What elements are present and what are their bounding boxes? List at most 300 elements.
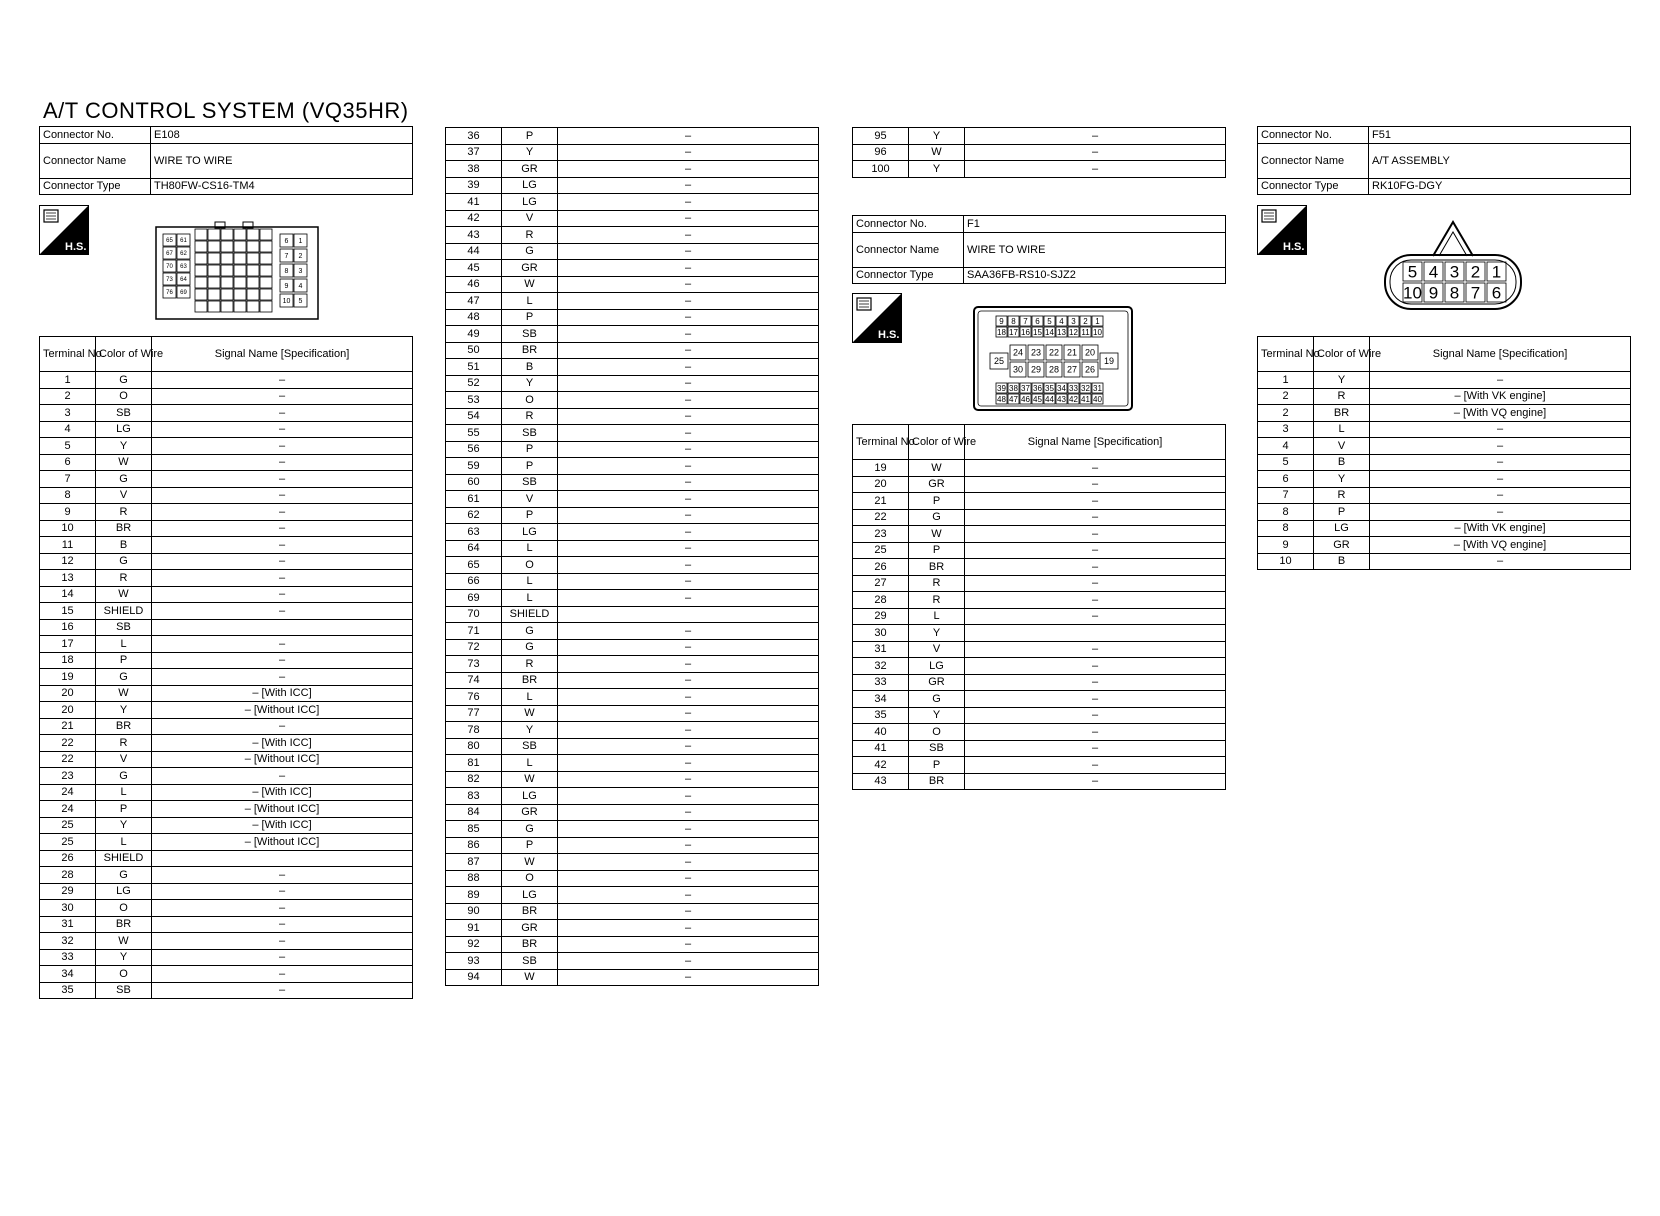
wire-color-cell: V bbox=[502, 491, 558, 508]
terminal-no-cell: 62 bbox=[446, 507, 502, 524]
signal-name-cell: – bbox=[558, 953, 819, 970]
cavity-number: 5 bbox=[1047, 316, 1052, 326]
wire-color-cell: O bbox=[96, 388, 152, 405]
signal-name-cell: – bbox=[965, 773, 1226, 790]
wire-color-cell: V bbox=[96, 487, 152, 504]
wire-color-cell: L bbox=[96, 834, 152, 851]
signal-name-cell: – bbox=[558, 359, 819, 376]
terminal-no-cell: 92 bbox=[446, 936, 502, 953]
table-row bbox=[446, 227, 819, 244]
table-row bbox=[853, 509, 1226, 526]
table-row bbox=[853, 161, 1226, 178]
table-row bbox=[446, 590, 819, 607]
wire-color-cell: LG bbox=[96, 421, 152, 438]
table-row bbox=[40, 850, 413, 867]
connector-cavity bbox=[260, 229, 272, 240]
wire-color-cell: G bbox=[909, 691, 965, 708]
color-of-wire-header: Color of Wire bbox=[96, 337, 152, 372]
signal-name-cell: – [With VK engine] bbox=[1370, 388, 1631, 405]
f51-connector-face-diagram bbox=[1381, 220, 1525, 312]
connector-cavity bbox=[247, 229, 259, 240]
connector-cavity bbox=[234, 301, 246, 312]
signal-name-cell: – bbox=[965, 161, 1226, 178]
table-row bbox=[446, 788, 819, 805]
table-row bbox=[1258, 454, 1631, 471]
terminal-no-cell: 35 bbox=[853, 707, 909, 724]
connector-cavity bbox=[260, 265, 272, 276]
cavity-number: 46 bbox=[1021, 394, 1030, 404]
terminal-no-header: Terminal No. bbox=[853, 425, 909, 460]
table-row bbox=[446, 408, 819, 425]
table-row bbox=[40, 669, 413, 686]
signal-name-cell: – bbox=[558, 804, 819, 821]
signal-name-cell: – bbox=[558, 821, 819, 838]
table-row bbox=[40, 537, 413, 554]
terminal-no-cell: 65 bbox=[446, 557, 502, 574]
table-row bbox=[1258, 471, 1631, 488]
connector-cavity bbox=[195, 229, 207, 240]
signal-name-cell: – [Without ICC] bbox=[152, 702, 413, 719]
terminal-no-cell: 23 bbox=[40, 768, 96, 785]
signal-name-cell: – [With VQ engine] bbox=[1370, 405, 1631, 422]
terminal-no-cell: 64 bbox=[446, 540, 502, 557]
signal-name-cell: – bbox=[965, 476, 1226, 493]
table-row bbox=[446, 293, 819, 310]
wire-color-cell: L bbox=[502, 755, 558, 772]
terminal-no-cell: 43 bbox=[853, 773, 909, 790]
cavity-number: 9 bbox=[1428, 283, 1439, 303]
table-row bbox=[40, 702, 413, 719]
cavity-number: 37 bbox=[1021, 383, 1030, 393]
wire-color-cell: O bbox=[909, 724, 965, 741]
table-row bbox=[446, 309, 819, 326]
terminal-no-cell: 4 bbox=[40, 421, 96, 438]
signal-name-cell: – bbox=[152, 537, 413, 554]
terminal-no-cell: 91 bbox=[446, 920, 502, 937]
wire-color-cell: O bbox=[96, 900, 152, 917]
table-row bbox=[853, 707, 1226, 724]
wire-color-cell: G bbox=[96, 553, 152, 570]
signal-name-cell: – bbox=[558, 474, 819, 491]
terminal-no-cell: 1 bbox=[40, 372, 96, 389]
wire-color-cell: SHIELD bbox=[96, 850, 152, 867]
wire-color-cell: LG bbox=[96, 883, 152, 900]
table-row bbox=[853, 773, 1226, 790]
signal-name-cell: – bbox=[558, 227, 819, 244]
wire-color-cell: W bbox=[909, 526, 965, 543]
signal-name-cell: – bbox=[152, 405, 413, 422]
connector-cavity bbox=[208, 289, 220, 300]
table-row bbox=[40, 718, 413, 735]
table-row bbox=[40, 768, 413, 785]
table-row bbox=[1258, 438, 1631, 455]
terminal-no-cell: 18 bbox=[40, 652, 96, 669]
wire-color-cell: G bbox=[502, 639, 558, 656]
cavity-number: 22 bbox=[1048, 347, 1060, 358]
cavity-number: 28 bbox=[1048, 364, 1060, 375]
table-row bbox=[446, 953, 819, 970]
table-row bbox=[1258, 487, 1631, 504]
wire-color-cell: Y bbox=[909, 161, 965, 178]
cavity-number: 10 bbox=[1403, 283, 1422, 303]
cavity-number: 21 bbox=[1066, 347, 1078, 358]
signal-name-cell: – bbox=[558, 128, 819, 145]
wire-color-cell: Y bbox=[1314, 471, 1370, 488]
terminal-no-cell: 25 bbox=[853, 542, 909, 559]
terminal-no-header: Terminal No. bbox=[1258, 337, 1314, 372]
connector-cavity bbox=[234, 229, 246, 240]
signal-name-cell: – bbox=[558, 672, 819, 689]
terminal-no-cell: 35 bbox=[40, 982, 96, 999]
terminal-no-cell: 15 bbox=[40, 603, 96, 620]
cavity-number: 19 bbox=[1103, 356, 1115, 367]
wire-color-cell: G bbox=[502, 623, 558, 640]
cavity-number: 5 bbox=[298, 298, 303, 306]
signal-name-cell: – bbox=[965, 691, 1226, 708]
wire-color-cell: R bbox=[1314, 487, 1370, 504]
signal-name-cell: – bbox=[152, 487, 413, 504]
signal-name-header: Signal Name [Specification] bbox=[1370, 337, 1631, 372]
table-row bbox=[40, 372, 413, 389]
terminal-no-cell: 9 bbox=[1258, 537, 1314, 554]
wire-color-cell: P bbox=[502, 441, 558, 458]
terminal-no-cell: 29 bbox=[853, 608, 909, 625]
signal-name-cell: – bbox=[558, 375, 819, 392]
table-row bbox=[446, 606, 819, 623]
wire-color-cell: L bbox=[502, 540, 558, 557]
table-row bbox=[40, 619, 413, 636]
wire-color-cell: V bbox=[502, 210, 558, 227]
wire-color-cell: L bbox=[502, 293, 558, 310]
terminal-no-cell: 8 bbox=[1258, 520, 1314, 537]
terminal-no-cell: 42 bbox=[446, 210, 502, 227]
wire-color-cell: G bbox=[96, 867, 152, 884]
signal-name-cell: – bbox=[558, 623, 819, 640]
terminal-no-cell: 34 bbox=[853, 691, 909, 708]
table-row bbox=[853, 658, 1226, 675]
terminal-no-cell: 2 bbox=[40, 388, 96, 405]
table-row bbox=[853, 740, 1226, 757]
connector-no-value: E108 bbox=[151, 127, 413, 144]
table-row bbox=[853, 724, 1226, 741]
terminal-no-cell: 22 bbox=[853, 509, 909, 526]
terminal-no-cell: 32 bbox=[40, 933, 96, 950]
signal-name-cell: – bbox=[558, 854, 819, 871]
signal-name-cell: – bbox=[558, 656, 819, 673]
signal-name-cell: – [With ICC] bbox=[152, 685, 413, 702]
harness-side-icon bbox=[1257, 205, 1307, 255]
table-row bbox=[446, 441, 819, 458]
wire-color-cell: G bbox=[96, 372, 152, 389]
signal-name-cell: – bbox=[965, 542, 1226, 559]
wire-color-cell: L bbox=[96, 784, 152, 801]
wire-color-cell: R bbox=[502, 656, 558, 673]
signal-name-cell: – bbox=[965, 460, 1226, 477]
signal-name-cell: – bbox=[558, 590, 819, 607]
signal-name-cell: – bbox=[558, 210, 819, 227]
terminal-no-cell: 34 bbox=[40, 966, 96, 983]
wire-color-cell: Y bbox=[909, 128, 965, 145]
cavity-number: 8 bbox=[1011, 316, 1016, 326]
cavity-number: 10 bbox=[1093, 327, 1102, 337]
cavity-number: 26 bbox=[1084, 364, 1096, 375]
connector-type-value: RK10FG-DGY bbox=[1369, 178, 1631, 195]
signal-name-cell: – bbox=[152, 520, 413, 537]
table-row bbox=[446, 507, 819, 524]
connector-name-label: Connector Name bbox=[1258, 143, 1369, 178]
signal-name-cell: – bbox=[558, 507, 819, 524]
table-row bbox=[853, 128, 1226, 145]
terminal-no-cell: 85 bbox=[446, 821, 502, 838]
f1-connector-face-diagram bbox=[972, 305, 1134, 413]
wire-color-cell: R bbox=[909, 575, 965, 592]
signal-name-header: Signal Name [Specification] bbox=[965, 425, 1226, 460]
table-row bbox=[40, 735, 413, 752]
table-row bbox=[40, 553, 413, 570]
wire-color-cell: W bbox=[502, 771, 558, 788]
table-row bbox=[1258, 520, 1631, 537]
cavity-number: 44 bbox=[1045, 394, 1054, 404]
terminal-no-cell: 70 bbox=[446, 606, 502, 623]
connector-cavity bbox=[260, 289, 272, 300]
signal-name-cell: – bbox=[152, 603, 413, 620]
terminal-no-cell: 2 bbox=[1258, 388, 1314, 405]
connector-cavity bbox=[221, 229, 233, 240]
connector-no-label: Connector No. bbox=[40, 127, 151, 144]
signal-name-cell: – bbox=[558, 969, 819, 986]
cavity-number: 40 bbox=[1093, 394, 1102, 404]
terminal-no-cell: 13 bbox=[40, 570, 96, 587]
terminal-no-cell: 33 bbox=[853, 674, 909, 691]
connector-cavity bbox=[260, 253, 272, 264]
terminal-no-cell: 83 bbox=[446, 788, 502, 805]
terminal-no-cell: 5 bbox=[1258, 454, 1314, 471]
table-row bbox=[853, 641, 1226, 658]
table-row bbox=[446, 920, 819, 937]
cavity-number: 34 bbox=[1057, 383, 1066, 393]
table-row bbox=[446, 375, 819, 392]
wire-color-cell: LG bbox=[502, 788, 558, 805]
cavity-number: 2 bbox=[1470, 262, 1481, 282]
wire-color-cell: SB bbox=[96, 619, 152, 636]
wire-color-cell: L bbox=[502, 689, 558, 706]
terminal-no-cell: 21 bbox=[853, 493, 909, 510]
table-row bbox=[1258, 405, 1631, 422]
signal-name-cell: – bbox=[152, 768, 413, 785]
cavity-number: 33 bbox=[1069, 383, 1078, 393]
terminal-no-cell: 59 bbox=[446, 458, 502, 475]
cavity-number: 3 bbox=[1071, 316, 1076, 326]
connector-cavity bbox=[195, 277, 207, 288]
table-row bbox=[446, 755, 819, 772]
table-row bbox=[446, 540, 819, 557]
signal-name-cell: – bbox=[558, 458, 819, 475]
wire-color-cell: Y bbox=[909, 625, 965, 642]
cavity-number: 65 bbox=[166, 238, 173, 245]
wire-color-cell: W bbox=[96, 454, 152, 471]
cavity-number: 70 bbox=[166, 264, 173, 271]
signal-name-cell: – bbox=[965, 757, 1226, 774]
signal-name-cell: – bbox=[558, 392, 819, 409]
signal-name-cell: – bbox=[558, 524, 819, 541]
terminal-no-cell: 25 bbox=[40, 817, 96, 834]
table-row bbox=[446, 738, 819, 755]
signal-name-cell: – bbox=[558, 540, 819, 557]
terminal-no-cell: 37 bbox=[446, 144, 502, 161]
wire-color-cell: LG bbox=[502, 887, 558, 904]
table-row bbox=[446, 128, 819, 145]
cavity-number: 38 bbox=[1009, 383, 1018, 393]
terminal-no-cell: 82 bbox=[446, 771, 502, 788]
wire-color-cell: L bbox=[96, 636, 152, 653]
signal-name-cell: – [Without ICC] bbox=[152, 751, 413, 768]
terminal-no-cell: 31 bbox=[853, 641, 909, 658]
table-row bbox=[1258, 537, 1631, 554]
f51-connector-section bbox=[1257, 126, 1631, 195]
wire-color-cell: W bbox=[96, 685, 152, 702]
cavity-number: 20 bbox=[1084, 347, 1096, 358]
cavity-number: 2 bbox=[1083, 316, 1088, 326]
terminal-no-cell: 28 bbox=[40, 867, 96, 884]
cavity-number: 7 bbox=[284, 253, 289, 261]
signal-name-cell: – bbox=[965, 608, 1226, 625]
table-row bbox=[40, 801, 413, 818]
table-row bbox=[446, 672, 819, 689]
signal-name-cell: – bbox=[558, 309, 819, 326]
signal-name-cell: – bbox=[1370, 504, 1631, 521]
signal-name-cell: – bbox=[152, 372, 413, 389]
wire-color-cell: LG bbox=[909, 658, 965, 675]
wire-color-cell: G bbox=[96, 768, 152, 785]
connector-cavity bbox=[208, 253, 220, 264]
signal-name-cell: – bbox=[558, 755, 819, 772]
terminal-no-cell: 11 bbox=[40, 537, 96, 554]
cavity-number: 42 bbox=[1069, 394, 1078, 404]
color-of-wire-header: Color of Wire bbox=[909, 425, 965, 460]
signal-name-cell: – [With ICC] bbox=[152, 735, 413, 752]
connector-cavity bbox=[195, 253, 207, 264]
table-row bbox=[853, 691, 1226, 708]
signal-name-cell: – bbox=[558, 887, 819, 904]
signal-name-cell: – bbox=[558, 771, 819, 788]
wire-color-cell: P bbox=[96, 801, 152, 818]
wire-color-cell: P bbox=[502, 309, 558, 326]
table-row bbox=[853, 559, 1226, 576]
terminal-no-cell: 29 bbox=[40, 883, 96, 900]
signal-name-cell: – bbox=[558, 177, 819, 194]
terminal-no-cell: 61 bbox=[446, 491, 502, 508]
terminal-no-cell: 19 bbox=[40, 669, 96, 686]
wire-color-cell: L bbox=[502, 590, 558, 607]
terminal-no-cell: 94 bbox=[446, 969, 502, 986]
table-row bbox=[853, 625, 1226, 642]
connector-name-value: A/T ASSEMBLY bbox=[1369, 143, 1631, 178]
cavity-number: 30 bbox=[1012, 364, 1024, 375]
connector-cavity bbox=[208, 301, 220, 312]
wire-color-cell: SB bbox=[909, 740, 965, 757]
signal-name-cell: – bbox=[558, 293, 819, 310]
signal-name-cell: – bbox=[558, 557, 819, 574]
wire-color-cell: R bbox=[502, 227, 558, 244]
wire-color-cell: O bbox=[502, 392, 558, 409]
terminal-no-cell: 30 bbox=[853, 625, 909, 642]
table-row bbox=[446, 771, 819, 788]
cavity-number: 31 bbox=[1093, 383, 1102, 393]
terminal-no-cell: 80 bbox=[446, 738, 502, 755]
terminal-no-cell: 10 bbox=[40, 520, 96, 537]
table-row bbox=[446, 557, 819, 574]
cavity-number: 9 bbox=[999, 316, 1004, 326]
terminal-no-cell: 52 bbox=[446, 375, 502, 392]
cavity-number: 43 bbox=[1057, 394, 1066, 404]
terminal-no-cell: 43 bbox=[446, 227, 502, 244]
table-row bbox=[1258, 421, 1631, 438]
wire-color-cell: P bbox=[502, 458, 558, 475]
wire-color-cell: P bbox=[96, 652, 152, 669]
connector-cavity bbox=[195, 241, 207, 252]
signal-name-cell: – bbox=[558, 788, 819, 805]
table-row bbox=[853, 493, 1226, 510]
terminal-no-cell: 87 bbox=[446, 854, 502, 871]
signal-name-cell: – bbox=[965, 509, 1226, 526]
table-row bbox=[446, 870, 819, 887]
cavity-number: 1 bbox=[1491, 262, 1502, 282]
signal-name-cell: – bbox=[558, 738, 819, 755]
connector-cavity bbox=[208, 229, 220, 240]
signal-name-cell bbox=[965, 625, 1226, 642]
table-row bbox=[40, 834, 413, 851]
connector-cavity bbox=[221, 241, 233, 252]
cavity-number: 41 bbox=[1081, 394, 1090, 404]
terminal-no-cell: 88 bbox=[446, 870, 502, 887]
table-row bbox=[40, 504, 413, 521]
terminal-no-cell: 55 bbox=[446, 425, 502, 442]
cavity-number: 6 bbox=[1035, 316, 1040, 326]
signal-name-cell: – bbox=[558, 260, 819, 277]
cavity-number: 64 bbox=[180, 277, 187, 284]
wire-color-cell: V bbox=[96, 751, 152, 768]
table-row bbox=[853, 542, 1226, 559]
table-row bbox=[40, 438, 413, 455]
harness-side-icon bbox=[852, 293, 902, 343]
e108-connector-face-diagram bbox=[155, 222, 320, 322]
hs-badge-text: H.S. bbox=[878, 329, 900, 341]
connector-cavity bbox=[247, 301, 259, 312]
table-row bbox=[446, 491, 819, 508]
wire-color-cell: LG bbox=[502, 194, 558, 211]
cavity-number: 3 bbox=[1449, 262, 1460, 282]
signal-name-cell: – bbox=[965, 559, 1226, 576]
signal-name-cell: – bbox=[152, 471, 413, 488]
wire-color-cell: GR bbox=[909, 476, 965, 493]
table-row bbox=[446, 342, 819, 359]
signal-name-cell: – bbox=[558, 144, 819, 161]
table-row bbox=[446, 837, 819, 854]
wire-color-cell: V bbox=[909, 641, 965, 658]
terminal-no-cell: 10 bbox=[1258, 553, 1314, 570]
signal-name-cell: – bbox=[965, 592, 1226, 609]
table-row bbox=[446, 639, 819, 656]
signal-name-cell: – bbox=[152, 900, 413, 917]
wire-color-cell: SB bbox=[96, 982, 152, 999]
connector-cavity bbox=[234, 241, 246, 252]
wire-color-cell: G bbox=[909, 509, 965, 526]
terminal-no-cell: 28 bbox=[853, 592, 909, 609]
signal-name-cell: – bbox=[1370, 372, 1631, 389]
wire-color-cell: BR bbox=[909, 773, 965, 790]
page-title: A/T CONTROL SYSTEM (VQ35HR) bbox=[43, 98, 409, 123]
wire-color-cell: W bbox=[502, 969, 558, 986]
